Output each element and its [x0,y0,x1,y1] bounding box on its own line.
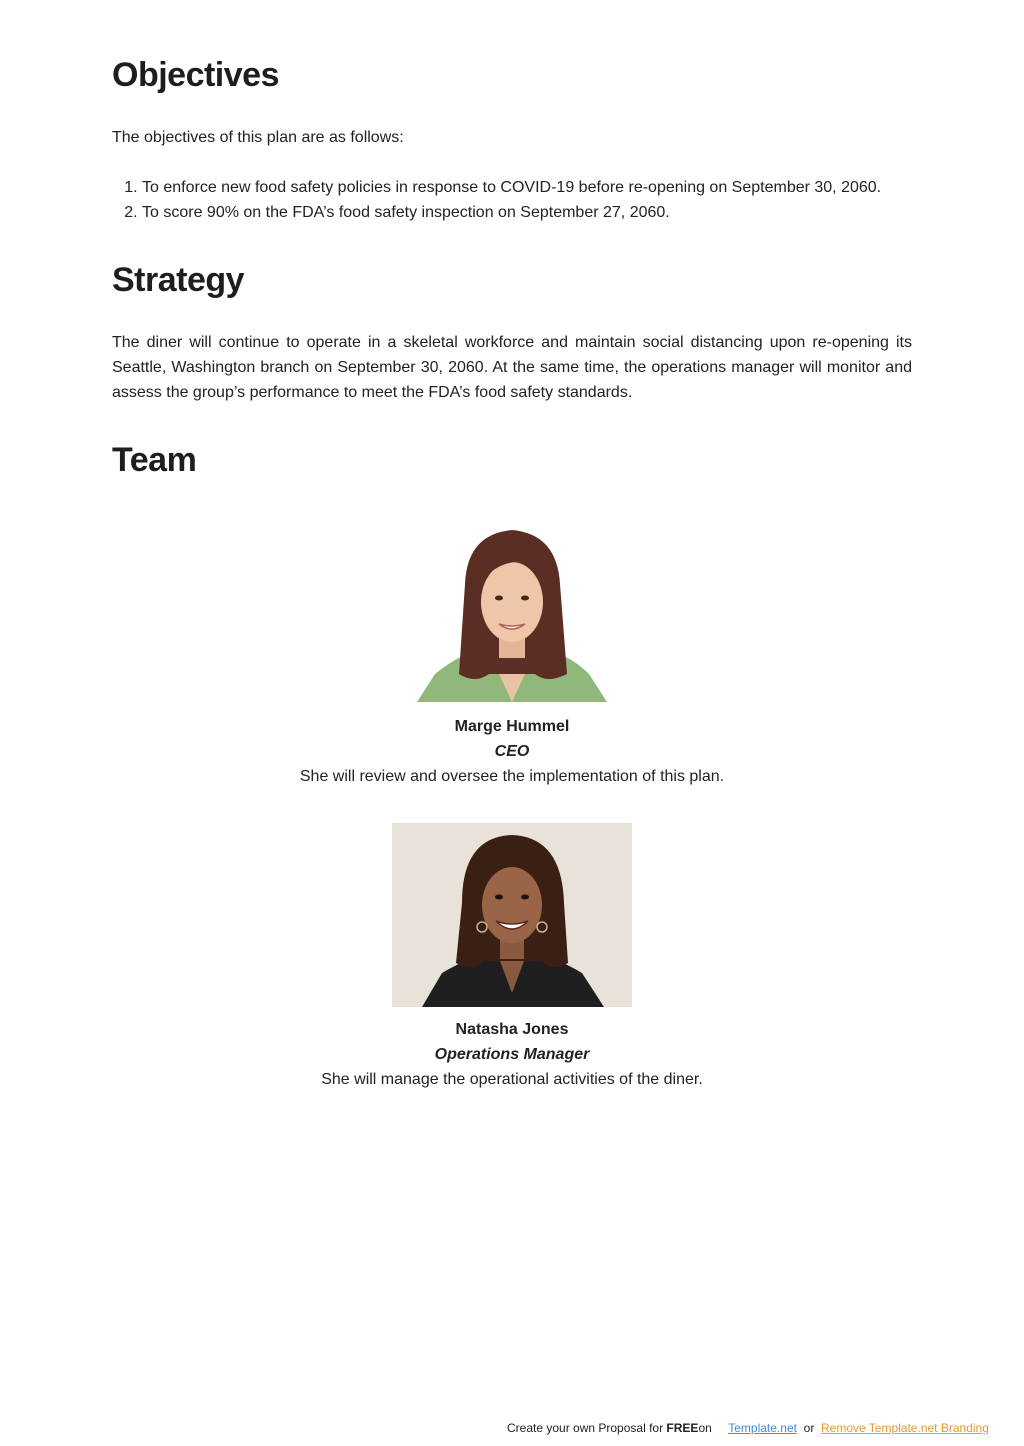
member-role: Operations Manager [434,1046,590,1063]
list-item: 2. To score 90% on the FDA’s food safety inspection on September 27, 2060. [142,200,912,225]
footer-free: FREE [666,1421,699,1435]
member-name: Natasha Jones [455,1021,569,1038]
objectives-intro: The objectives of this plan are as follows: [112,129,404,146]
member-description: She will review and oversee the implementation of this plan. [299,768,725,785]
list-item: 1. To enforce new food safety policies in response to COVID-19 before re-opening on September 30, 2060. [142,175,912,200]
member-role: CEO [494,743,530,760]
member-photo [417,524,607,702]
team-member-card [112,524,912,789]
remove-branding-link[interactable]: Remove Template.net Branding [820,1421,989,1435]
footer-or: or [803,1421,815,1435]
template-net-link[interactable]: Template.net [728,1421,797,1435]
objectives-list [112,175,912,225]
strategy-body: The diner will continue to operate in a skeletal workforce and maintain social distancing upon re-opening its Seattle, Washington branch on September 30, 2060. At the same time, the operations manager will monitor and assess the group’s performance to meet the FDA’s food safety standards. [112,334,912,401]
objectives-heading: Objectives [112,56,279,94]
footer-on: on [698,1421,712,1435]
member-name: Marge Hummel [454,718,570,735]
member-description: She will manage the operational activities of the diner. [321,1071,703,1088]
footer-prefix: Create your own Proposal for [507,1421,664,1435]
strategy-heading: Strategy [112,261,245,299]
woman-portrait-icon [392,823,632,1007]
footer-branding [507,1419,989,1437]
member-photo [392,823,632,1007]
team-member-card [112,823,912,1092]
team-heading: Team [112,441,197,479]
woman-portrait-icon [417,524,607,702]
